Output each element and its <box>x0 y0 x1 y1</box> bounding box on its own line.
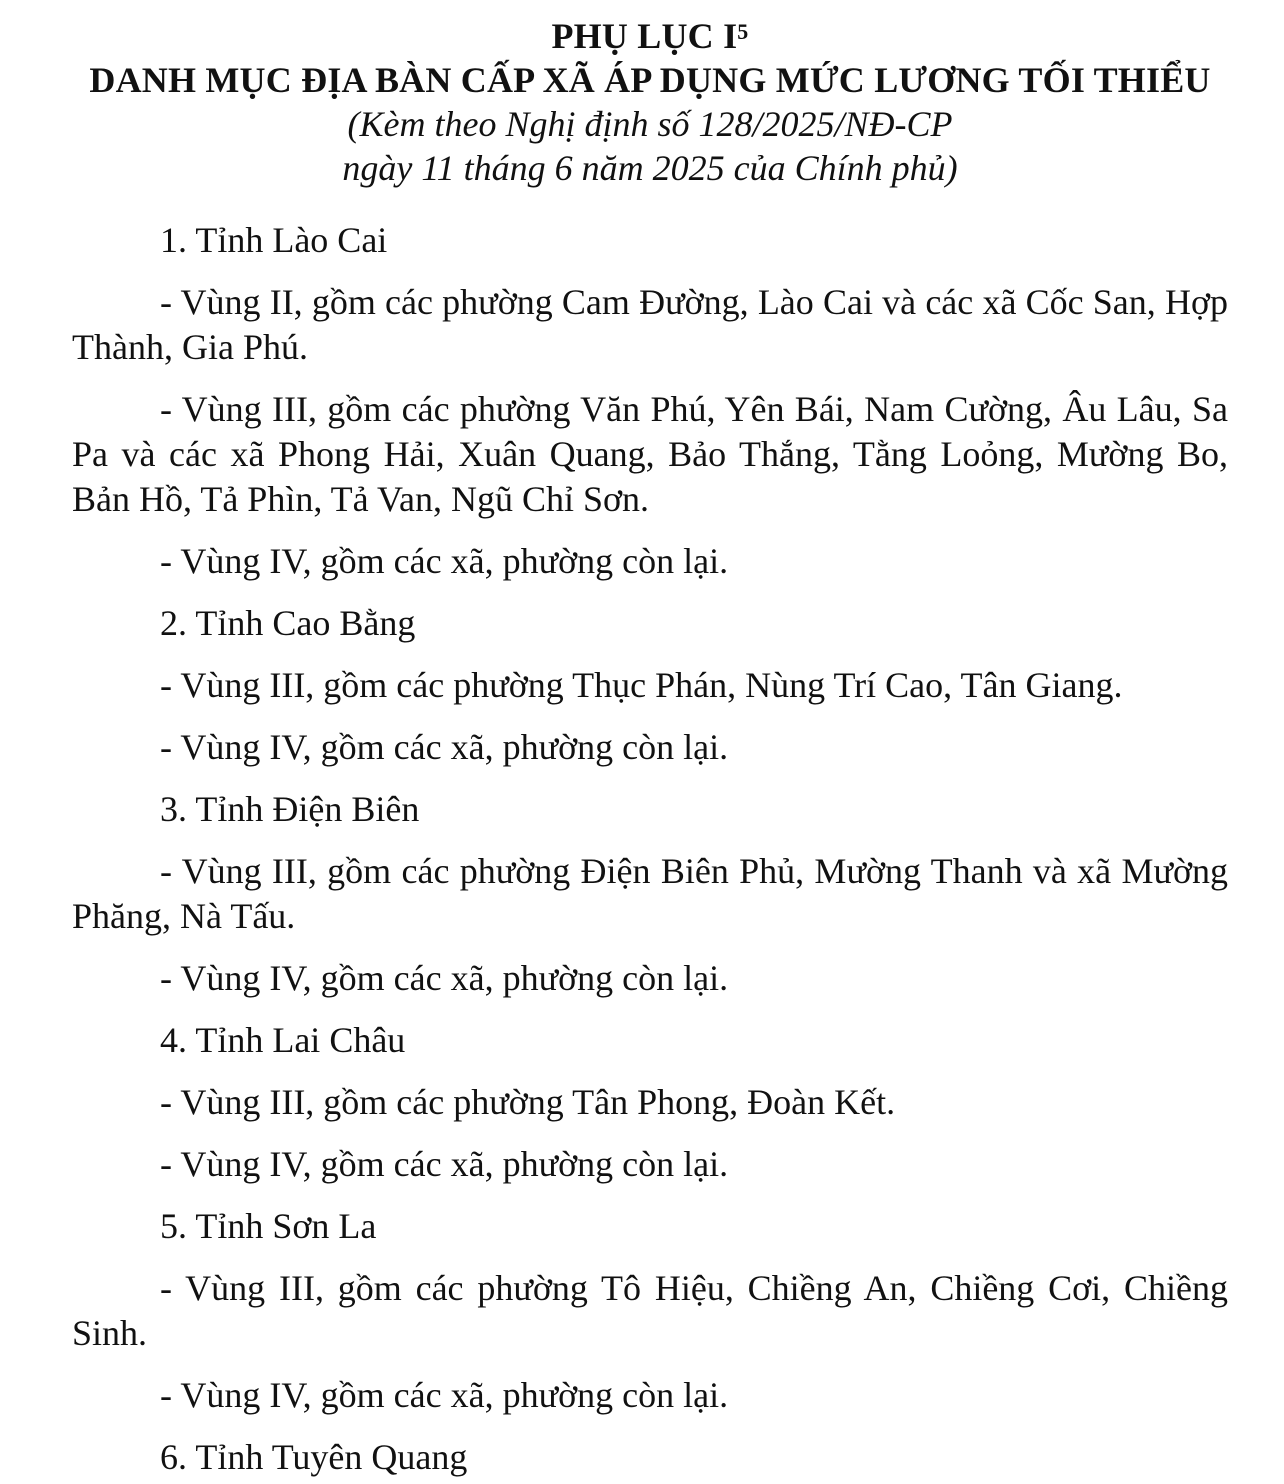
decree-reference: (Kèm theo Nghị định số 128/2025/NĐ-CP <box>347 104 953 144</box>
footnote-marker: 5 <box>737 19 749 44</box>
province-heading: 2. Tỉnh Cao Bằng <box>160 603 416 643</box>
zone-item: - Vùng III, gồm các phường Tân Phong, Đoàn Kết. <box>160 1082 896 1122</box>
zone-item: - Vùng II, gồm các phường Cam Đường, Lào Cai và các xã Cốc San, Hợp Thành, Gia Phú. <box>72 282 1228 367</box>
document-body <box>72 218 1228 1479</box>
decree-date: ngày 11 tháng 6 năm 2025 của Chính phủ) <box>342 148 958 188</box>
zone-item: - Vùng III, gồm các phường Văn Phú, Yên Bái, Nam Cường, Âu Lâu, Sa Pa và các xã Phong Hải, Xuân Quang, Bảo Thắng, Tằng Loỏng, Mường Bo, Bản Hồ, Tả Phìn, Tả Van, Ngũ Chỉ Sơn. <box>72 389 1228 519</box>
appendix-title-text: PHỤ LỤC I <box>551 16 738 56</box>
zone-item: - Vùng III, gồm các phường Tô Hiệu, Chiềng An, Chiềng Cơi, Chiềng Sinh. <box>72 1268 1228 1353</box>
province-section <box>72 1435 1228 1479</box>
province-heading: 4. Tỉnh Lai Châu <box>160 1020 406 1060</box>
province-heading: 1. Tỉnh Lào Cai <box>160 220 388 260</box>
zone-item: - Vùng IV, gồm các xã, phường còn lại. <box>160 541 729 581</box>
document-header <box>72 14 1228 190</box>
province-section <box>72 787 1228 1001</box>
zone-item: - Vùng IV, gồm các xã, phường còn lại. <box>160 1375 729 1415</box>
appendix-heading: DANH MỤC ĐỊA BÀN CẤP XÃ ÁP DỤNG MỨC LƯƠNG TỐI THIỂU <box>89 60 1211 100</box>
province-section <box>72 1204 1228 1418</box>
zone-item: - Vùng III, gồm các phường Điện Biên Phủ, Mường Thanh và xã Mường Phăng, Nà Tấu. <box>72 851 1228 936</box>
zone-item: - Vùng III, gồm các phường Thục Phán, Nùng Trí Cao, Tân Giang. <box>160 665 1123 705</box>
province-section <box>72 1018 1228 1187</box>
province-section <box>72 218 1228 584</box>
province-heading: 5. Tỉnh Sơn La <box>160 1206 377 1246</box>
zone-item: - Vùng IV, gồm các xã, phường còn lại. <box>160 958 729 998</box>
zone-item: - Vùng IV, gồm các xã, phường còn lại. <box>160 727 729 767</box>
province-heading: 6. Tỉnh Tuyên Quang <box>160 1437 468 1477</box>
appendix-title <box>72 14 1228 58</box>
zone-item: - Vùng IV, gồm các xã, phường còn lại. <box>160 1144 729 1184</box>
province-section <box>72 601 1228 770</box>
province-heading: 3. Tỉnh Điện Biên <box>160 789 420 829</box>
